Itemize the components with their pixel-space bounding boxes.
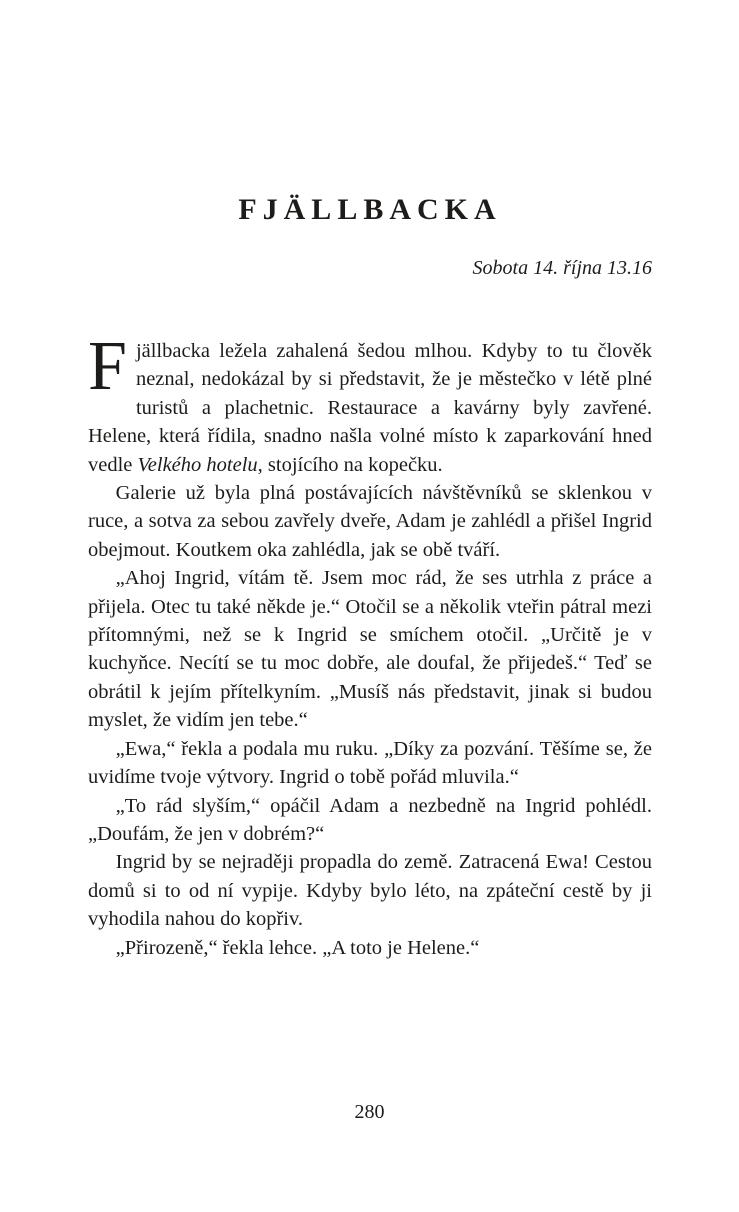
- paragraph: Ingrid by se nejraději propadla do země. Zatracená Ewa! Cestou domů si to od ní vypije. Kdyby bylo léto, na zpáteční cestě by ji vyhodila nahou do kopřiv.: [88, 851, 652, 931]
- paragraph-text: , stojícího na kopečku.: [257, 453, 443, 476]
- paragraph: Galerie už byla plná postávajících návštěvníků se sklenkou v ruce, a sotva za sebou zavřely dveře, Adam je zahlédl a přišel Ingrid obejmout. Koutkem oka zahlédla, jak se obě tváří.: [88, 482, 652, 561]
- opening-paragraph: [88, 328, 652, 479]
- paragraph-text: jällbacka ležela zahalená šedou mlhou. Kdyby to tu člověk neznal, nedokázal by si představit, že je městečko v létě plné turistů a plachetnic. Restaurace a kavárny byly zavřené. Helene, která řídila, snadno našla volné místo k zaparkování hned vedle: [88, 340, 652, 476]
- body-text: [88, 328, 652, 962]
- paragraph: „To rád slyším,“ opáčil Adam a nezbedně na Ingrid pohlédl. „Doufám, že jen v dobrém?“: [88, 794, 652, 845]
- drop-cap: F: [88, 328, 127, 405]
- paragraph: „Ewa,“ řekla a podala mu ruku. „Díky za pozvání. Těšíme se, že uvidíme tvoje výtvory. Ingrid o tobě pořád mluvila.“: [88, 737, 652, 789]
- page-number: 280: [354, 1101, 385, 1123]
- paragraph: „Ahoj Ingrid, vítám tě. Jsem moc rád, že ses utrhla z práce a přijela. Otec tu také někde je.“ Otočil se a několik vteřin pátral mezi přítomnými, než se k Ingrid se smíchem otočil. „Určitě je v kuchyňce. Necítí se tu moc dobře, ale doufal, že přijedeš.“ Teď se obrátil k jejím přítelkyním. „Musíš nás představit, jinak si budou myslet, že vidím jen tebe.“: [88, 567, 652, 732]
- chapter-title: FJÄLLBACKA: [238, 193, 502, 226]
- chapter-dateline: Sobota 14. října 13.16: [472, 257, 652, 279]
- italic-hotel-name: Velkého hotelu: [137, 453, 258, 476]
- paragraph: „Přirozeně,“ řekla lehce. „A toto je Helene.“: [115, 936, 480, 959]
